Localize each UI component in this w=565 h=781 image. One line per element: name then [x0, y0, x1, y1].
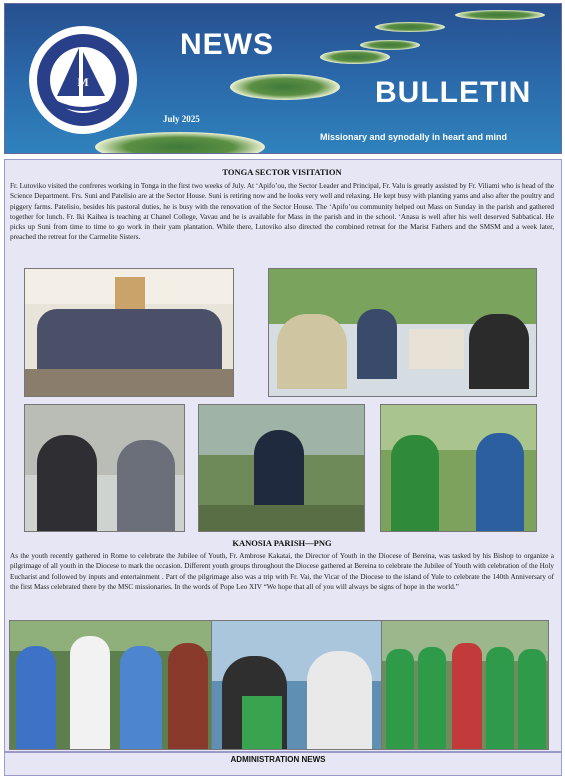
section-title: TONGA SECTOR VISITATION	[222, 167, 342, 177]
photo-youth-altar	[9, 620, 213, 750]
photo-priest-eating	[198, 404, 365, 532]
island-image	[455, 10, 545, 20]
photo-youth-procession	[381, 620, 549, 750]
photo-two-priests	[24, 404, 185, 532]
photo-veranda-group	[268, 268, 537, 397]
bulletin-title-news: NEWS	[180, 28, 274, 61]
photo-boat-trip	[211, 620, 383, 750]
photo-garden-pair	[380, 404, 537, 532]
island-image	[375, 22, 445, 32]
island-image	[230, 74, 340, 100]
section-text: As the youth recently gathered in Rome to celebrate the Jubilee of Youth, Fr. Ambrose Kakatai, the Director of Youth in the Diocese of Bereina, was tasked by his Bishop to organize a pilgrimage of all youth in the Diocese to mark the occasion. Different youth groups throughout the Diocese gathered at Bereina to celebrate the Jubilee of Youth with celebration of the Holy Eucharist and followed by inputs and entertainment . Part of the pilgrimage also was a trip with Fr. Vai, the Vicar of the Diocese to the island of Yule to celebrate the 140th Anniversary of the first Mass celebrated there by the MSC missionaries. In the words of Pope Leo XIV “We hope that all of you will always be signs of hope in the world.”	[10, 552, 554, 591]
section-title: KANOSIA PARISH—PNG	[232, 538, 332, 548]
province-logo	[27, 24, 139, 136]
photo-chapel-group	[24, 268, 234, 397]
svg-text:M: M	[77, 75, 89, 89]
next-section-heading: ADMINISTRATION NEWS	[230, 755, 326, 764]
island-image	[360, 40, 420, 50]
section-text: Fr. Lutoviko visited the confreres working in Tonga in the first two weeks of July. At ‘Apifo’ou, the Sector Leader and Principal, Fr. Valu is greatly assisted by Fr. Viliami who is head of the Science Department. Frs. Suni and Patelisio are at the Sector House. Suni is retiring now and he looks very well and relaxing. He kept busy with planting yams and also after the poultry and piggery farms. Patelisio, besides his pastoral duties, he is busy with the renovation of the Sector House. The ‘Apifo’ou community helped out Mass on Sunday in the parish and gathered together for lunch. Fr. Iki Kaihea is teaching at Chanel College, Vavau and he is available for Mass in the parish and in the school. ‘Anasa is well after his well deserved Sabbatical. He picks up Suni from time to time to go work in their yam plantation. While there, Lutoviko also directed the combined retreat for the Marist Fathers and the SMSM and a week later, preached the retreat for the Carmelite Sisters.	[10, 182, 554, 242]
island-image	[320, 50, 390, 64]
header-banner	[4, 3, 562, 154]
tagline: Missionary and synodally in heart and mind	[320, 132, 508, 142]
issue-date: July 2025	[163, 114, 200, 124]
bulletin-title-bulletin: BULLETIN	[375, 76, 532, 109]
